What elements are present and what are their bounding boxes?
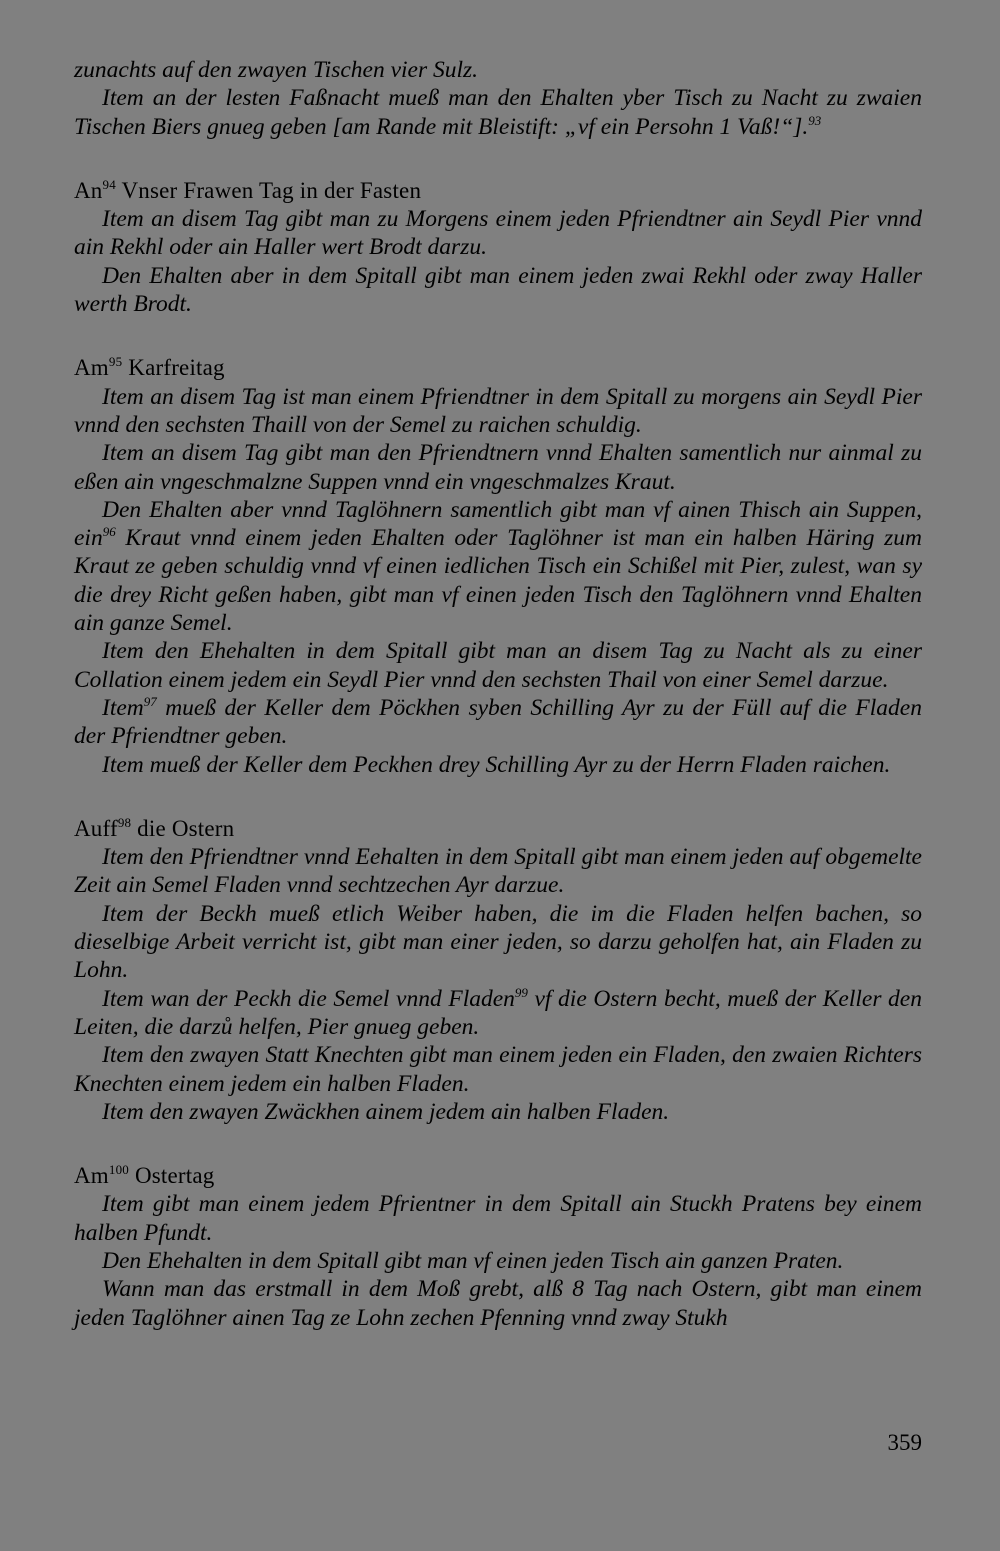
paragraph-text: Item an der lesten Faßnacht mueß man den Ehalten yber Tisch zu Nacht zu zwaien Tischen Biers gnueg geben [am Rande mit Bleistift: „vf ein Persohn 1 Vaß!“]. bbox=[74, 85, 922, 140]
footnote-ref: 94 bbox=[102, 176, 116, 192]
paragraph: Item an disem Tag gibt man den Pfriendtnern vnnd Ehalten samentlich nur ainmal zu eßen ain vngeschmalzne Suppen vnnd ein vngeschmalzes Kraut. bbox=[74, 440, 922, 495]
paragraph bbox=[74, 694, 922, 751]
paragraph-text: Kraut vnnd einem jeden Ehalten oder Taglöhner ist man ein halben Häring zum Kraut ze geben schuldig vnnd vf einen iedlichen Tisch ein Schißel mit Pier, zulest, wan sy die drey Richt geßen haben, gibt man vf einen jeden Tisch den Taglöhnern vnnd Ehalten ain ganze Semel. bbox=[74, 525, 922, 637]
heading-text: An bbox=[74, 177, 103, 203]
paragraph: Den Ehalten aber in dem Spitall gibt man einem jeden zwai Rekhl oder zway Haller werth Brodt. bbox=[74, 262, 922, 318]
paragraph: Item den Pfriendtner vnnd Eehalten in dem Spitall gibt man einem jeden auf obgemelte Zeit ain Semel Fladen vnnd sechtzechen Ayr darzue. bbox=[74, 844, 922, 899]
paragraph-text: mueß der Keller dem Pöckhen syben Schilling Ayr zu der Füll auf die Fladen der Pfriendtner geben. bbox=[74, 694, 922, 750]
section-vnser-frawen-tag bbox=[74, 177, 922, 318]
section-heading bbox=[74, 1162, 922, 1190]
paragraph: Item mueß der Keller dem Peckhen drey Schilling Ayr zu der Herrn Fladen raichen. bbox=[102, 751, 891, 778]
paragraph bbox=[74, 496, 922, 637]
footnote-ref: 93 bbox=[808, 112, 822, 128]
section-ostern bbox=[74, 815, 922, 1126]
footnote-ref: 95 bbox=[108, 354, 123, 370]
page-number: 359 bbox=[887, 1430, 922, 1455]
paragraph-text: Den Ehalten aber vnnd Taglöhnern samentlich gibt man vf ainen Thisch ain Suppen, ein bbox=[74, 496, 922, 552]
section-karfreitag bbox=[74, 354, 922, 778]
paragraph: Item der Beckh mueß etlich Weiber haben, die im die Fladen helfen bachen, so dieselbige Arbeit verricht ist, gibt man einer jeden, so darzu geholfen hat, ain Fladen zu Lohn. bbox=[74, 900, 922, 984]
paragraph: Den Ehehalten in dem Spitall gibt man vf einen jeden Tisch ain ganzen Praten. bbox=[102, 1247, 844, 1274]
paragraph: Item an disem Tag ist man einem Pfriendtner in dem Spitall zu morgens ain Seydl Pier vnnd den sechsten Thaill von der Semel zu raichen schuldig. bbox=[74, 383, 922, 438]
heading-text: Am bbox=[74, 1163, 109, 1189]
footnote-ref: 100 bbox=[108, 1162, 130, 1178]
paragraph-text: Item bbox=[102, 694, 144, 721]
paragraph: Item gibt man einem jedem Pfrientner in dem Spitall ain Stuckh Pratens bey einem halben Pfundt. bbox=[74, 1191, 922, 1246]
paragraph: Item den zwayen Statt Knechten gibt man einem jeden ein Fladen, den zwaien Richters Knechten einem jedem ein halben Fladen. bbox=[74, 1042, 922, 1097]
section-heading bbox=[74, 177, 922, 205]
page-body bbox=[74, 56, 922, 1332]
section-ostertag bbox=[74, 1162, 922, 1332]
section-heading bbox=[74, 815, 922, 843]
paragraph-text: vf die Ostern becht, mueß der Keller den Leiten, die darzů helfen, Pier gnueg geben. bbox=[74, 985, 922, 1040]
heading-text: Ostertag bbox=[129, 1163, 215, 1189]
paragraph: Item an disem Tag gibt man zu Morgens einem jeden Pfriendtner ain Seydl Pier vnnd ain Rekhl oder ain Haller wert Brodt darzu. bbox=[74, 206, 922, 261]
paragraph: Wann man das erstmall in dem Moß grebt, alß 8 Tag nach Ostern, gibt man einem jeden Taglöhner ainen Tag ze Lohn zechen Pfenning vnnd zway Stukh bbox=[74, 1276, 922, 1331]
paragraph bbox=[74, 84, 922, 141]
footnote-ref: 98 bbox=[117, 814, 132, 830]
footnote-ref: 99 bbox=[514, 984, 528, 1000]
heading-text: Vnser Frawen Tag in der Fasten bbox=[115, 177, 422, 203]
footnote-ref: 96 bbox=[102, 524, 116, 540]
paragraph: Item den Ehehalten in dem Spitall gibt man an disem Tag zu Nacht als zu einer Collation einem jedem ein Seydl Pier vnnd den sechsten Thail von einer Semel darzue. bbox=[74, 638, 922, 693]
continuation-line: zunachts auf den zwayen Tischen vier Sulz. bbox=[74, 57, 479, 83]
paragraph bbox=[74, 985, 922, 1042]
heading-text: die Ostern bbox=[131, 815, 235, 841]
heading-text: Karfreitag bbox=[122, 355, 225, 381]
paragraph-text: Item wan der Peckh die Semel vnnd Fladen bbox=[102, 985, 515, 1012]
section-heading bbox=[74, 354, 922, 382]
heading-text: Am bbox=[74, 355, 109, 381]
paragraph: Item den zwayen Zwäckhen ainem jedem ain halben Fladen. bbox=[102, 1098, 670, 1125]
heading-text: Auff bbox=[74, 815, 118, 841]
footnote-ref: 97 bbox=[143, 693, 157, 709]
